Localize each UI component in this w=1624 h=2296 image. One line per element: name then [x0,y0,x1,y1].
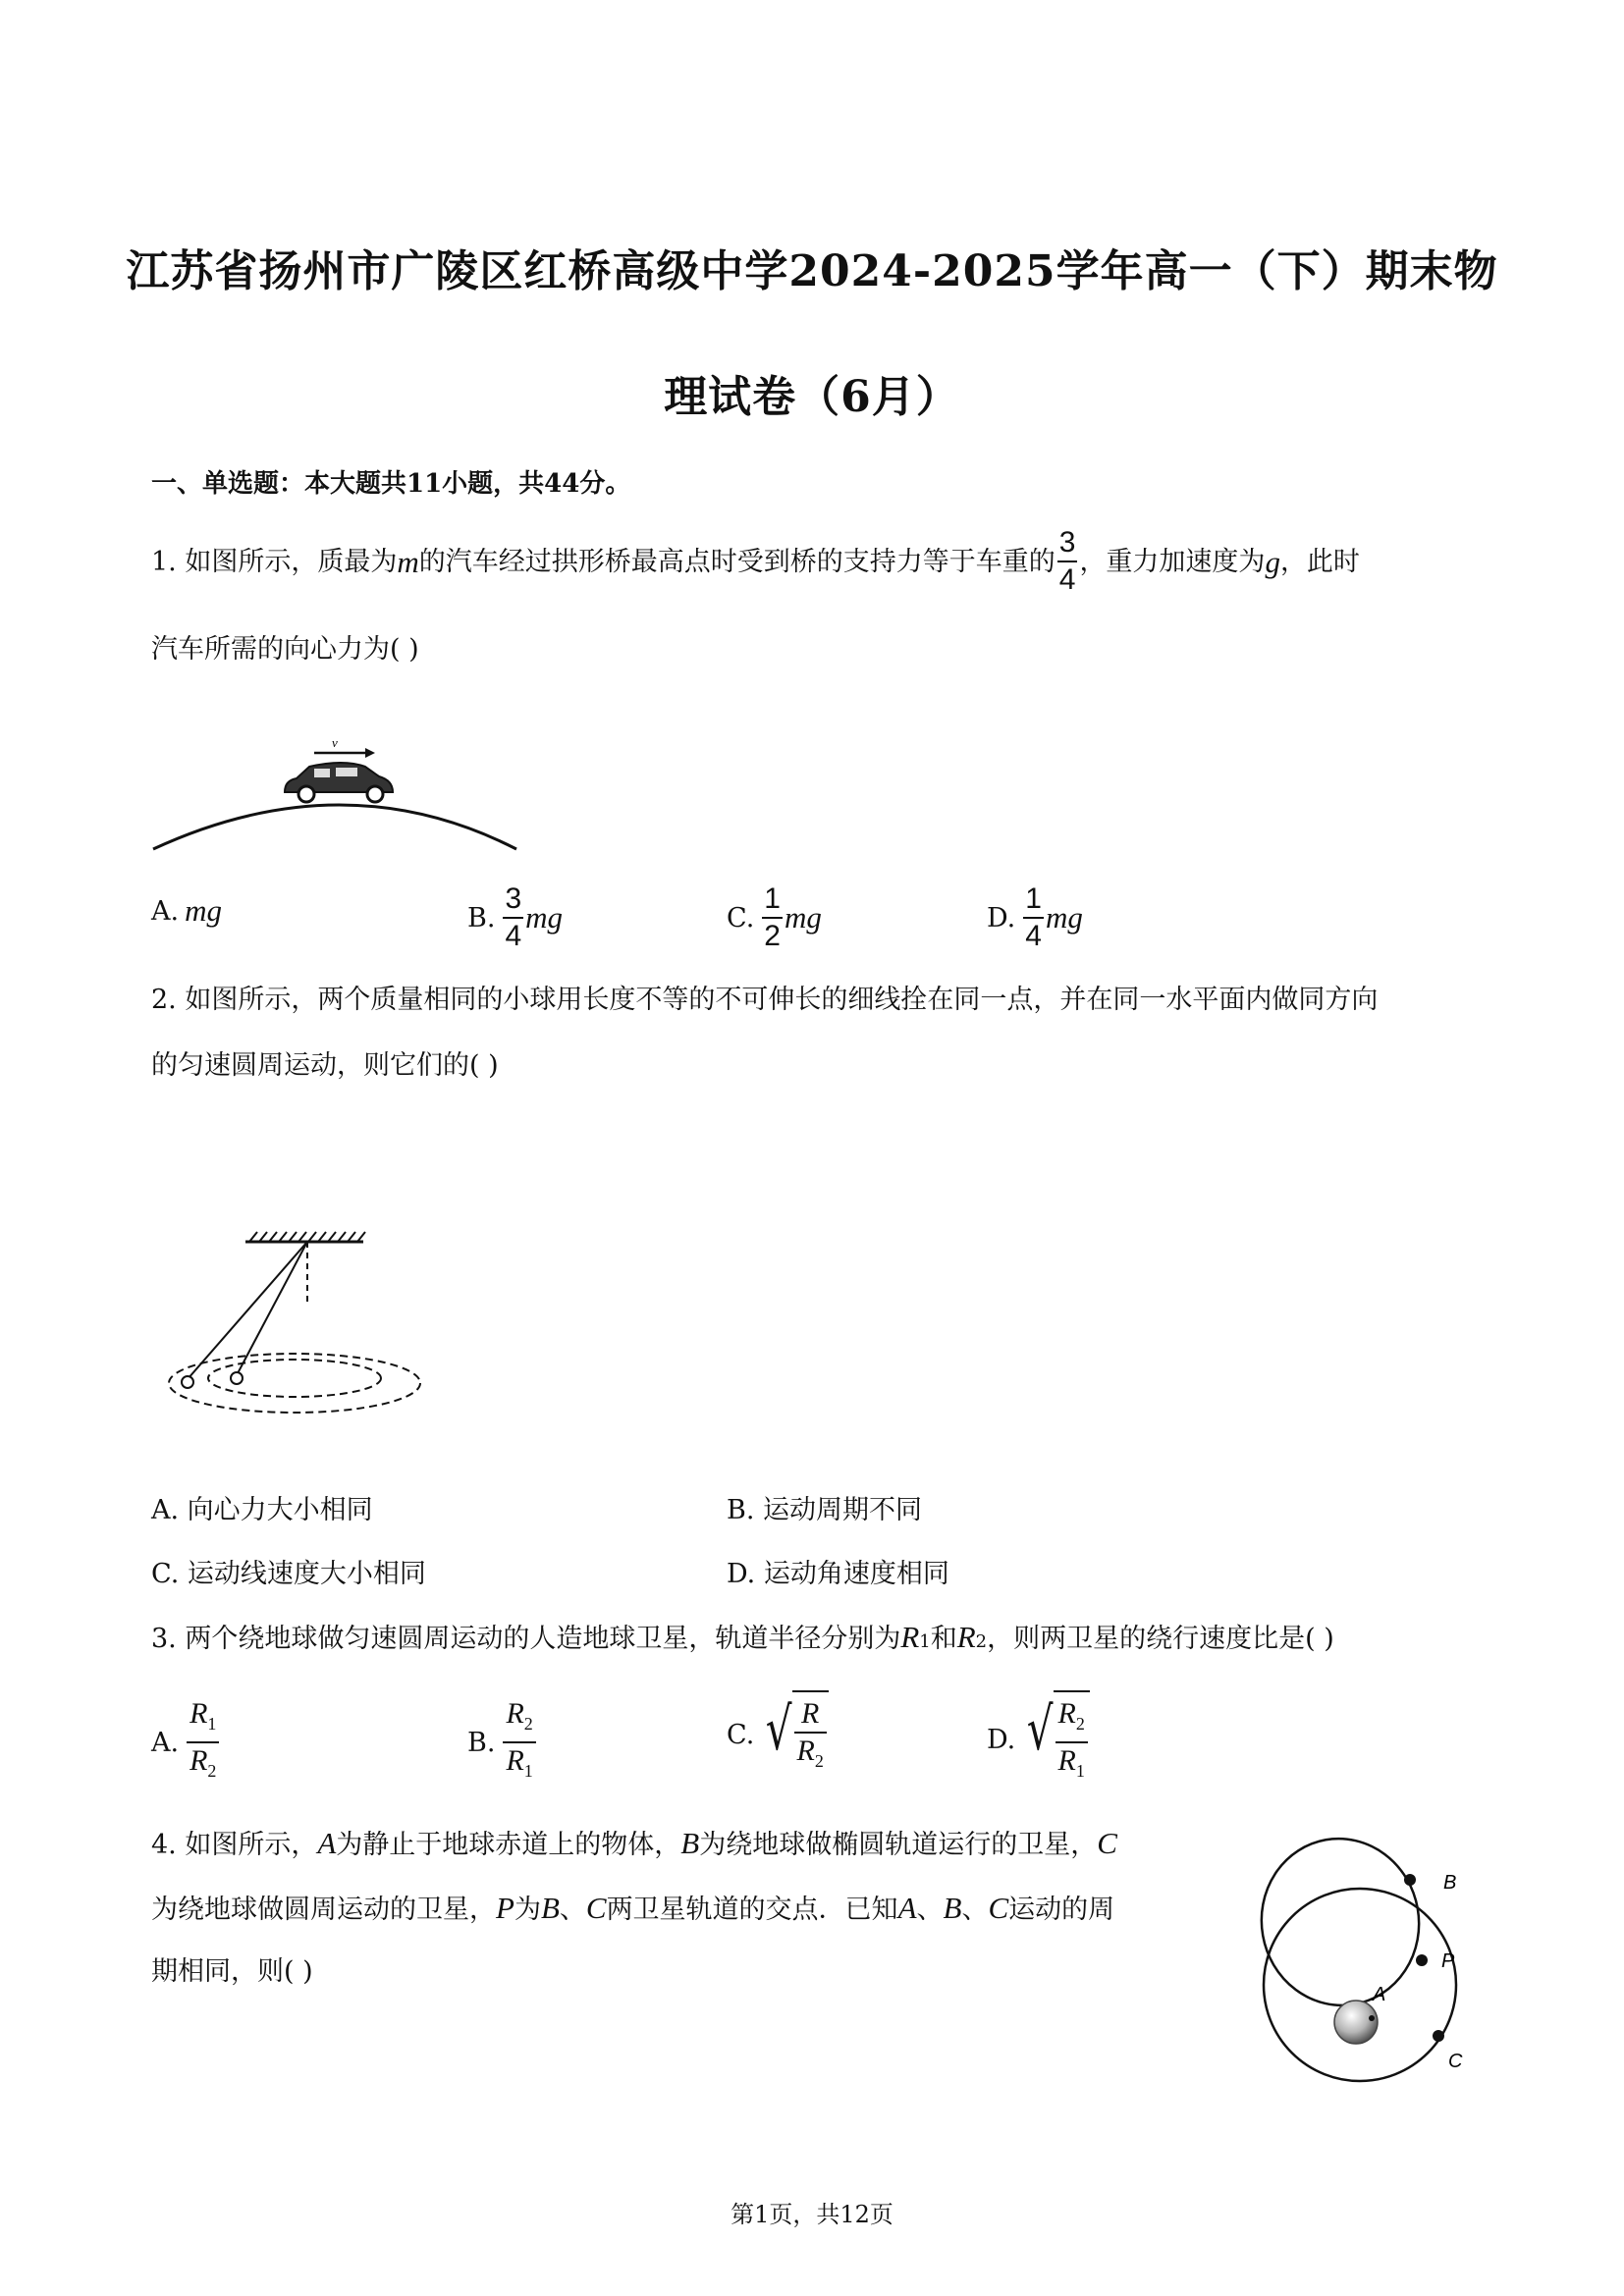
q1-option-b-frac [503,881,523,954]
outer-orbit [169,1354,420,1413]
question-4-line1 [151,1828,1117,1858]
q1-option-c-num: 1 [764,882,781,915]
q4-text-j: 运动的周 [1008,1895,1115,1925]
question-2-line2: 的匀速圆周运动，则它们的( ) [151,1050,499,1081]
q1-bridge-figure [147,721,530,859]
q1-m: m [397,544,419,579]
label-b: B [1443,1872,1457,1894]
bridge-arch [153,805,516,849]
q1-frac-den: 4 [1057,561,1078,598]
ball-inner [231,1372,243,1384]
q3-r2: R [956,1620,976,1654]
q3-option-c-num [798,1696,822,1732]
q1-frac-num: 3 [1058,526,1076,559]
q3-text-b: 和 [930,1624,957,1654]
q1-option-c-expr: mg [784,900,822,934]
q3-option-b-frac [503,1696,535,1789]
orbit-c-circle [1264,1889,1456,2081]
label-c: C [1448,2051,1463,2072]
question-1-line1 [151,525,1360,598]
q3-option-d-den-sub: 1 [1075,1761,1085,1781]
q4-var-c: C [1097,1826,1117,1860]
car-icon [285,763,393,802]
velocity-arrow-icon [314,748,375,758]
q3-option-d-frac [1056,1696,1088,1789]
q3-option-d-num [1056,1696,1088,1741]
q3-option-a-den-sub: 2 [207,1761,217,1781]
q1-option-c-den: 2 [762,917,783,954]
question-4-line3: 期相同，则( ) [151,1956,313,1987]
q4-var-a: A [317,1826,337,1860]
q2-option-b[interactable]: B. 运动周期不同 [727,1495,923,1525]
q1-option-d-frac [1023,881,1044,954]
q3-option-d-den-r: R [1057,1744,1076,1777]
page-footer: 第1页，共12页 [731,2201,893,2228]
q1-text-d: ，此时 [1279,546,1360,577]
label-a: A [1373,1984,1386,2005]
long-string [188,1242,307,1379]
q1-option-b-den: 4 [503,917,523,954]
q1-option-b-num: 3 [505,882,522,915]
q1-fig-v-label: v [332,735,338,750]
q1-option-b[interactable] [467,881,563,954]
q4-orbit-figure [1257,1836,1483,2101]
q1-option-a-expr: mg [185,893,222,928]
q4-text-a: 4. 如图所示， [151,1830,318,1860]
q3-option-d-num-r: R [1057,1697,1076,1730]
q1-option-d[interactable] [987,881,1083,954]
short-string [237,1242,307,1375]
q4-text-c: 为绕地球做椭圆轨道运行的卫星， [699,1830,1098,1860]
earth-icon [1334,2001,1378,2044]
q4-text-f: 、 [559,1895,586,1925]
q3-option-a[interactable] [151,1696,221,1789]
q3-option-d-sqrt [1021,1690,1090,1789]
sqrt-icon: √ [1027,1695,1054,1764]
q1-option-d-label: D. [987,902,1016,934]
q1-text-c: ，重力加速度为 [1079,546,1266,577]
q4-var-c2: C [585,1891,607,1925]
q3-option-d-radicand [1054,1690,1090,1789]
q3-text-c: ，则两卫星的绕行速度比是( ) [987,1624,1334,1654]
page-title-line1: 江苏省扬州市广陵区红桥高级中学2024-2025学年高一（下）期末物 [126,246,1498,296]
q4-var-b2: B [540,1891,560,1925]
q3-option-a-den [187,1741,219,1789]
object-a-dot [1369,2015,1375,2021]
q1-g: g [1265,544,1280,579]
question-2-line1: 2. 如图所示，两个质量相同的小球用长度不等的不可伸长的细线拴在同一点，并在同一水平面内做同方向 [151,985,1379,1015]
q3-option-d[interactable] [987,1690,1090,1789]
q4-text-h: 、 [916,1895,944,1925]
q1-option-b-expr: mg [525,900,564,934]
q4-var-b: B [680,1826,700,1860]
q3-option-c-sqrt [760,1690,829,1779]
q3-option-a-frac [187,1696,219,1789]
q1-option-c-frac [762,881,783,954]
q3-option-b-num-sub: 2 [523,1714,533,1734]
q4-var-b3: B [943,1891,962,1925]
q1-fraction [1057,525,1078,598]
q4-text-i: 、 [961,1895,989,1925]
q3-r1: R [900,1620,920,1654]
q3-option-d-den [1056,1741,1088,1789]
ball-outer [182,1376,193,1388]
q3-option-b-den [503,1741,535,1789]
q4-var-p: P [496,1891,514,1925]
question-3-line [151,1622,1334,1652]
q2-option-c[interactable]: C. 运动线速度大小相同 [151,1559,426,1589]
q3-option-c[interactable] [727,1690,829,1779]
q4-text-e: 为 [514,1895,541,1925]
q4-text-g: 两卫星轨道的交点．已知 [606,1895,898,1925]
q1-number: 1. [151,546,177,577]
q3-r2-sub: 2 [975,1631,988,1652]
q1-text-a: 如图所示，质最为 [185,546,398,577]
q3-option-b-num-r: R [506,1697,524,1730]
q3-option-a-den-r: R [189,1744,208,1777]
q3-option-a-num-sub: 1 [207,1714,217,1734]
q4-text-d: 为绕地球做圆周运动的卫星， [151,1895,496,1925]
satellite-b-dot [1404,1874,1416,1886]
q1-option-c[interactable] [727,881,822,954]
q3-option-b-label: B. [467,1727,496,1758]
q3-option-a-num [187,1696,219,1741]
q1-option-d-den: 4 [1023,917,1044,954]
q4-var-c3: C [988,1891,1009,1925]
page-title-line2: 理试卷（6月） [664,372,960,422]
q3-option-c-num-r: R [801,1697,820,1730]
q1-option-a[interactable] [151,893,222,929]
q1-text-b: 的汽车经过拱形桥最高点时受到桥的支持力等于车重的 [418,546,1056,577]
question-1-line2: 汽车所需的向心力为( ) [151,634,419,665]
sqrt-icon: √ [766,1695,792,1764]
point-p-dot [1416,1954,1428,1966]
q2-pendulum-figure [167,1222,442,1428]
q4-var-a3: A [897,1891,917,1925]
q3-option-c-frac [794,1696,827,1779]
q3-r1-sub: 1 [919,1631,931,1652]
question-4-line2 [151,1893,1114,1923]
q1-option-c-label: C. [727,902,755,934]
q3-option-b-den-r: R [506,1744,524,1777]
q3-option-b[interactable] [467,1696,538,1789]
q1-option-d-num: 1 [1025,882,1042,915]
q3-option-b-num [503,1696,535,1741]
satellite-c-dot [1433,2030,1444,2042]
q1-option-b-label: B. [467,902,496,934]
q1-option-d-expr: mg [1045,900,1083,934]
q2-option-a[interactable]: A. 向心力大小相同 [151,1495,373,1525]
q3-option-c-den [794,1732,827,1779]
q3-option-c-den-r: R [796,1735,815,1767]
q3-option-d-label: D. [987,1724,1016,1755]
q3-text-a: 3. 两个绕地球做匀速圆周运动的人造地球卫星，轨道半径分别为 [151,1624,901,1654]
q3-option-c-radicand [792,1690,829,1779]
q3-option-d-num-sub: 2 [1075,1714,1085,1734]
section-heading: 一、单选题：本大题共11小题，共44分。 [151,469,631,499]
q2-option-d[interactable]: D. 运动角速度相同 [727,1559,949,1589]
q3-option-a-label: A. [151,1727,180,1758]
q3-option-c-den-sub: 2 [814,1751,824,1771]
q4-text-b: 为静止于地球赤道上的物体， [336,1830,681,1860]
q3-option-c-label: C. [727,1719,755,1750]
label-p: P [1441,1950,1455,1972]
q3-option-a-num-r: R [189,1697,208,1730]
q1-option-a-label: A. [151,895,180,927]
q3-option-b-den-sub: 1 [523,1761,533,1781]
